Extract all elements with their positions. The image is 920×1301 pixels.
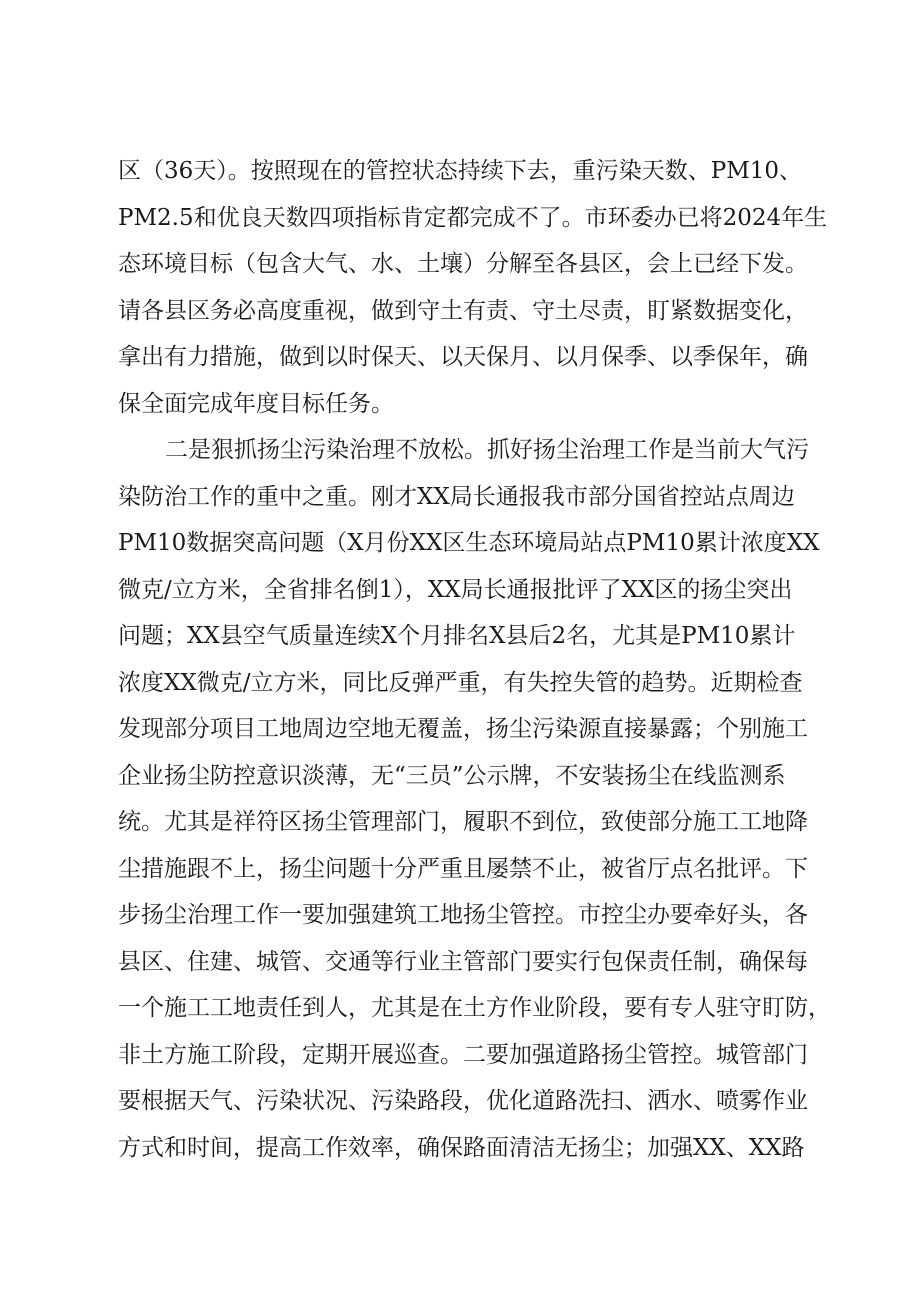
body-text (118, 148, 838, 1171)
text-line: 问题；XX县空气质量连续X个月排名X县后2名，尤其是PM10累计 (118, 623, 796, 649)
text-line: 要根据天气、污染状况、污染路段，优化道路洗扫、洒水、喷雾作业 (118, 1088, 808, 1114)
text-line: 微克/立方米，全省排名倒1），XX局长通报批评了XX区的扬尘突出 (118, 576, 793, 603)
text-line: 尘措施跟不上，扬尘问题十分严重且屡禁不止，被省厅点名批评。下 (118, 855, 808, 882)
text-line: 方式和时间，提高工作效率，确保路面清洁无扬尘；加强XX、XX路 (118, 1134, 805, 1161)
text-line: 染防治工作的重中之重。刚才XX局长通报我市部分国省控站点周边 (118, 483, 795, 510)
text-line: PM2.5和优良天数四项指标肯定都完成不了。市环委办已将2024年生 (118, 204, 828, 231)
text-line: PM10数据突高问题（X月份XX区生态环境局站点PM10累计浓度XX (118, 530, 820, 556)
text-line: 统。尤其是祥符区扬尘管理部门，履职不到位，致使部分施工工地降 (118, 809, 808, 835)
text-line: 发现部分项目工地周边空地无覆盖，扬尘污染源直接暴露；个别施工 (118, 716, 808, 742)
text-line: 拿出有力措施，做到以时保天、以天保月、以月保季、以季保年，确 (118, 344, 808, 370)
text-line: 县区、住建、城管、交通等行业主管部门要实行包保责任制，确保每 (118, 948, 808, 975)
text-line: 态环境目标（包含大气、水、土壤）分解至各县区，会上已经下发。 (118, 251, 808, 277)
paragraph-start-line: 二是狠抓扬尘污染治理不放松。抓好扬尘治理工作是当前大气污 (165, 437, 809, 463)
text-line: 请各县区务必高度重视，做到守土有责、守土尽责，盯紧数据变化， (118, 297, 808, 324)
text-line: 一个施工工地责任到人，尤其是在土方作业阶段，要有专人驻守盯防， (118, 995, 831, 1021)
text-line: 步扬尘治理工作一要加强建筑工地扬尘管控。市控尘办要牵好头，各 (118, 902, 808, 928)
text-line: 企业扬尘防控意识淡薄，无“三员”公示牌，不安装扬尘在线监测系 (118, 762, 786, 789)
text-line: 保全面完成年度目标任务。 (118, 390, 394, 417)
text-line: 区（36天）。按照现在的管控状态持续下去，重污染天数、PM10、 (118, 158, 803, 184)
text-line: 浓度XX微克/立方米，同比反弹严重，有失控失管的趋势。近期检查 (118, 669, 803, 696)
text-line: 非土方施工阶段，定期开展巡查。二要加强道路扬尘管控。城管部门 (118, 1041, 808, 1068)
